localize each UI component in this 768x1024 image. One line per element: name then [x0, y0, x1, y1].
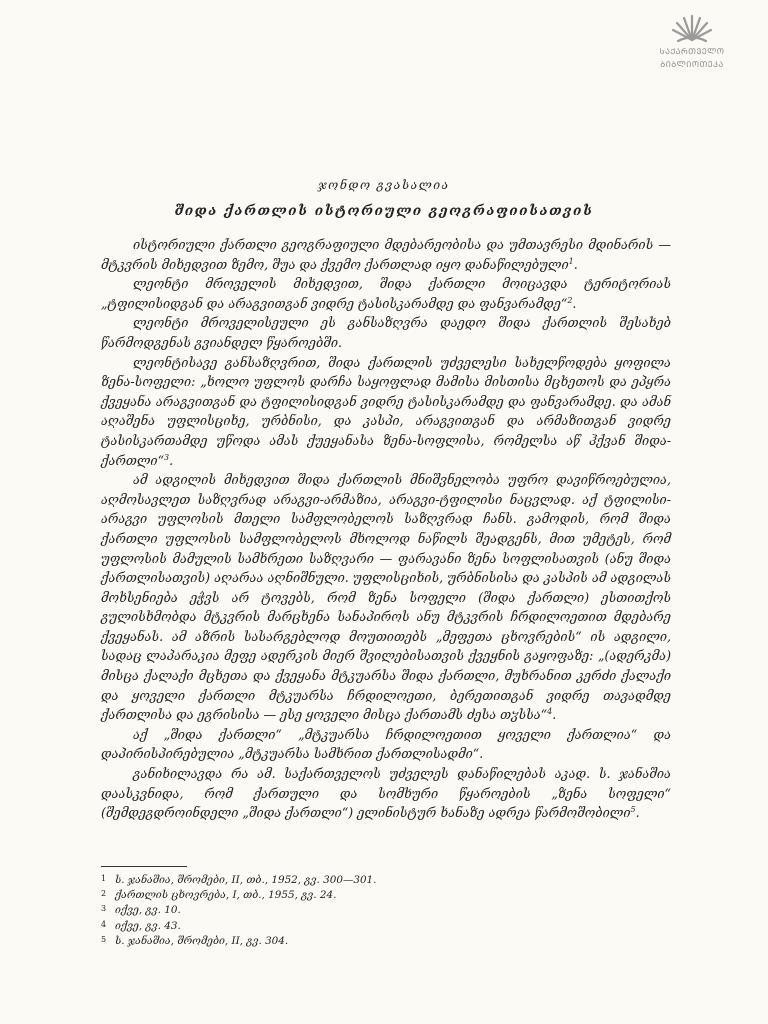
footnote-text: ს. ჯანაშია, შრომები, II, თბ., 1952, გვ. 300—301.: [115, 874, 377, 886]
paragraph-text: ლეონტი მროველის მიხედვით, შიდა ქართლი მოიცავდა ტერიტორიას „ტფილისიდგან და არაგვითგან ვიდრე ტასისკარამდე და ფანვარამდე“: [101, 276, 671, 311]
footnote-number: 2: [101, 889, 107, 899]
paragraph: [101, 764, 671, 823]
paragraph-tail: .: [169, 452, 174, 468]
sunburst-logo-icon: [670, 10, 714, 44]
footnote: [101, 934, 671, 949]
footnote-number: 3: [101, 904, 107, 914]
footnote-text: ქართლის ცხოვრება, I, თბ., 1955, გვ. 24.: [115, 889, 337, 902]
library-logo: [652, 10, 732, 70]
footnote-ref: 5: [630, 805, 636, 815]
logo-text-line2: ᲑᲘᲑᲚᲘᲝᲗᲔᲙᲐ: [660, 60, 724, 69]
paragraph: [101, 274, 671, 313]
footnote-ref: 1: [568, 256, 574, 266]
paragraph: [101, 470, 671, 725]
footnote: [101, 888, 671, 903]
footnote-divider: [101, 866, 187, 867]
footnote: [101, 919, 671, 934]
article-body: [101, 235, 671, 823]
paragraph-tail: .: [552, 707, 557, 723]
footnote-ref: 2: [567, 295, 573, 305]
paragraph-text: აქ „შიდა ქართლი“ „მტკუარსა ჩრდილოეთით ყოველი ქართლია“ და დაპირისპირებულია „მტკუარსა სამხრით ქართლისადმი“.: [101, 726, 671, 762]
paragraph-text: ამ ადგილის მიხედვით შიდა ქართლის მნიშვნელობა უფრო დავიწროებულია, აღმოსავლეთ საზღვრად არაგვი-არმაზია, არაგვი-ტფილისი ნაცვლად. აქ ტფილისი-არაგვი უფლოსის მთელი სამფლობელოს საზღვრად ჩანს. გამოდის, რომ შიდა ქართლი უფლოსის სამფლობელოს მხოლოდ ნაწილს შეადგენს, მით უმეტეს, რომ უფლოსის მამულის სამხრეთი საზღვარი — ფარავანი ზენა სოფლისათვის (ანუ შიდა ქართლისათვის) აღარაა აღნიშნული. უფლისციხის, ურბნისისა და კასპის ამ ადგილას მოხსენიება ეჭვს არ ტოვებს, რომ ზენა სოფელი (შიდა ქართლი) ესთითქოს გულისხმობდა მტკვრის მარცხენა სანაპიროს ანუ მტკვრის ჩრდილოეთით მდებარე ქვეყანას. ამ აზრის სასარგებლოდ მოუთითებს „მეფეთა ცხოვრების“ ის ადგილი, სადაც ლაპარაკია მეფე ადერკის მიერ შვილებისათვის ქვეყნის გაყოფაზე: „(ადერკმა) მისცა ქალაქი მცხეთა და ქვეყანა მტკუარსა შიდა ქართლი, მუხრანით კერძი ქალაქი და ყოველი ქართლი მტკუარსა ჩრდილოეთი, ბერეთითგან ვიდრე თავადმდე ქართლისა და ეგრისისა — ესე ყოველი მისცა ქართამს ძესა თჳსსა“: [101, 472, 671, 723]
paragraph: [101, 725, 671, 764]
footnote-number: 5: [101, 934, 107, 944]
footnotes: [101, 873, 671, 949]
paragraph-tail: .: [635, 805, 640, 821]
footnote-ref: 3: [164, 452, 170, 462]
paragraph-text: ლეონტი მროველისეული ეს განსაზღვრა დაედო შიდა ქართლის შესახებ წარმოდგენას გვიანდელ წყაროებში.: [101, 315, 671, 350]
footnote-text: იქვე, გვ. 10.: [115, 904, 181, 917]
logo-text-line1: ᲡᲐᲥᲐᲠᲗᲕᲔᲚᲝ: [659, 47, 725, 56]
footnote-number: 4: [101, 919, 107, 929]
article-title: შიდა ქართლის ისტორიული გეოგრაფიისათვის: [174, 203, 594, 219]
paragraph-text: ლეონტისავე განსაზღვრით, შიდა ქართლის უძველესი სახელწოდება ყოფილა ზენა-სოფელი: „ხოლო უფლოს დარჩა საყოფლად მამისა მისთისა მცხეთოს და ეპყრა ქვეყანა არაგვითგან და ტფილისიდგან ვიდრე ტასისკარამდე და ფანვარამდე. და ამან აღაშენა უფლისციხე, ურბნისი, და კასპი, არაგვითგან და არმაზითგან ვიდრე ტასისკართამდე უწოდა ამას ქუეყანასა ზენა-სოფლისა, რომელსა აწ ჰქვან შიდა-ქართლი“: [101, 354, 671, 468]
footnote-text: იქვე, გვ. 43.: [115, 919, 181, 932]
paragraph-tail: .: [572, 295, 577, 311]
paragraph: [101, 235, 671, 274]
paragraph-text: განიხილავდა რა ამ. საქართველოს უძველეს დანაწილებას აკად. ს. ჯანაშია დაასკვნიდა, რომ ქართული და სომხური წყაროების „ზენა სოფელი“ (შემდეგდროინდელი „შიდა ქართლი“) ელინისტურ ხანაზე ადრეა წარმოშობილი: [101, 766, 671, 821]
article-author: ჯონდო გვასალია: [318, 178, 450, 192]
footnote-number: 1: [101, 874, 107, 883]
footnote: [101, 873, 671, 888]
footnote-text: ს. ჯანაშია, შრომები, II, გვ. 304.: [115, 934, 289, 947]
paragraph-text: ისტორიული ქართლი გეოგრაფიული მდებარეობისა და უმთავრესი მდინარის — მტკვრის მიხედვით ზემო, შუა და ქვემო ქართლად იყო დანაწილებული: [101, 237, 671, 272]
paragraph: [101, 353, 671, 471]
footnote: [101, 903, 671, 918]
paragraph: [101, 313, 671, 352]
footnote-ref: 4: [547, 707, 553, 717]
paragraph-tail: .: [573, 256, 578, 272]
